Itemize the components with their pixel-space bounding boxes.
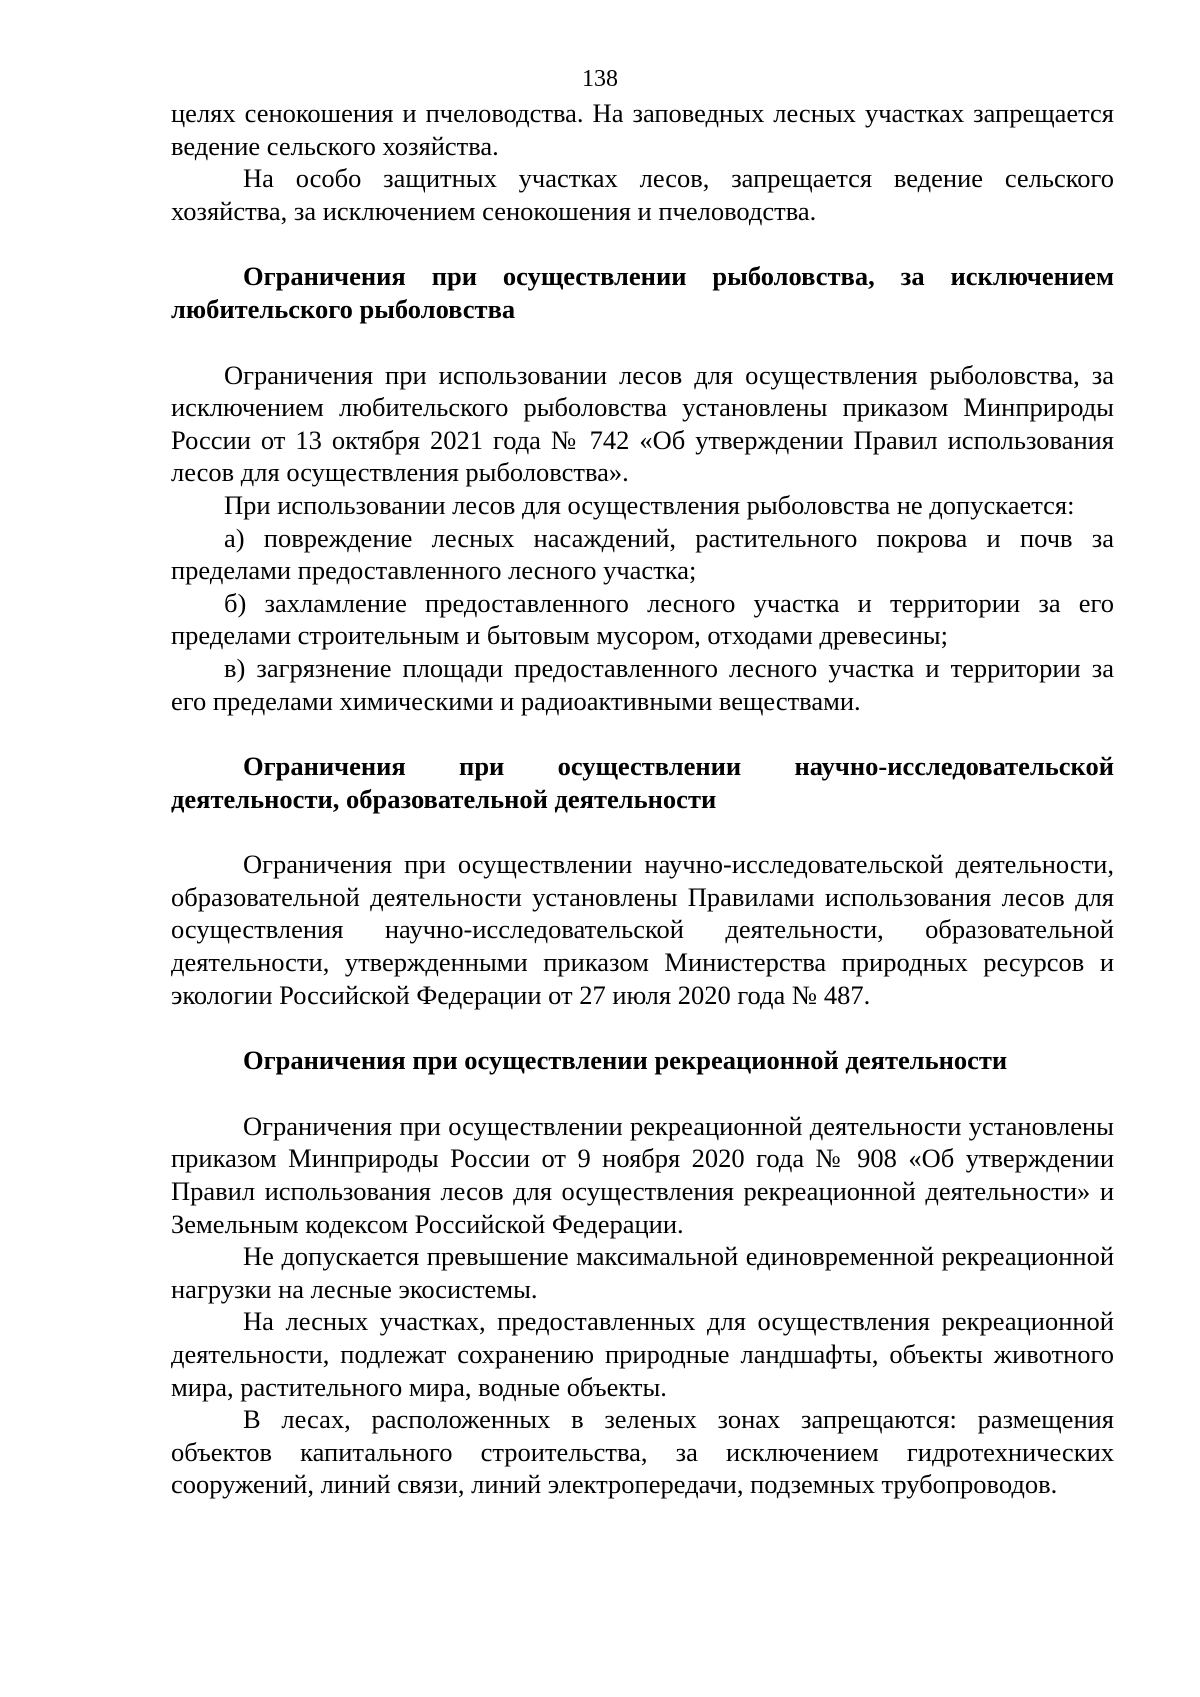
section-heading: Ограничения при осуществлении рекреационной деятельности xyxy=(243,1045,1008,1076)
paragraph: целях сенокошения и пчеловодства. На заповедных лесных участках запрещается ведение сельского хозяйства. xyxy=(171,98,1114,161)
section-heading: Ограничения при осуществлении научно-исследовательской деятельности, образовательной деятельности xyxy=(171,751,1114,814)
paragraph: Ограничения при осуществлении научно-исследовательской деятельности, образовательной деятельности установлены Правилами использования лесов для осуществления научно-исследовательской деятельности, образовательной деятельности, утвержденными приказом Министерства природных ресурсов и экологии Российской Федерации от 27 июля 2020 года № 487. xyxy=(171,849,1114,1010)
paragraph: Ограничения при осуществлении рекреационной деятельности установлены приказом Минприроды России от 9 ноября 2020 года № 908 «Об утверждении Правил использования лесов для осуществления рекреационной деятельности» и Земельным кодексом Российской Федерации. xyxy=(171,1110,1114,1239)
paragraph: При использовании лесов для осуществления рыболовства не допускается: xyxy=(224,489,1075,520)
page-number: 138 xyxy=(582,66,618,92)
paragraph: На лесных участках, предоставленных для осуществления рекреационной деятельности, подлежат сохранению природные ландшафты, объекты животного мира, растительного мира, водные объекты. xyxy=(171,1306,1114,1402)
paragraph: в) загрязнение площади предоставленного лесного участка и территории за его пределами химическими и радиоактивными веществами. xyxy=(171,652,1114,716)
paragraph: Ограничения при использовании лесов для осуществления рыболовства, за исключением любительского рыболовства установлены приказом Минприроды России от 13 октября 2021 года № 742 «Об утверждении Правил использования лесов для осуществления рыболовства». xyxy=(171,359,1114,488)
paragraph: В лесах, расположенных в зеленых зонах запрещаются: размещения объектов капитального строительства, за исключением гидротехнических сооружений, линий связи, линий электропередачи, подземных трубопроводов. xyxy=(171,1404,1114,1500)
paragraph: Не допускается превышение максимальной единовременной рекреационной нагрузки на лесные экосистемы. xyxy=(171,1241,1114,1304)
paragraph: а) повреждение лесных насаждений, растительного покрова и почв за пределами предоставленного лесного участка; xyxy=(171,522,1114,586)
paragraph: На особо защитных участках лесов, запрещается ведение сельского хозяйства, за исключением сенокошения и пчеловодства. xyxy=(171,163,1114,226)
document-body xyxy=(171,97,1114,1501)
section-heading: Ограничения при осуществлении рыболовства, за исключением любительского рыболовства xyxy=(171,261,1114,324)
paragraph: б) захламление предоставленного лесного участка и территории за его пределами строительным и бытовым мусором, отходами древесины; xyxy=(171,587,1114,651)
